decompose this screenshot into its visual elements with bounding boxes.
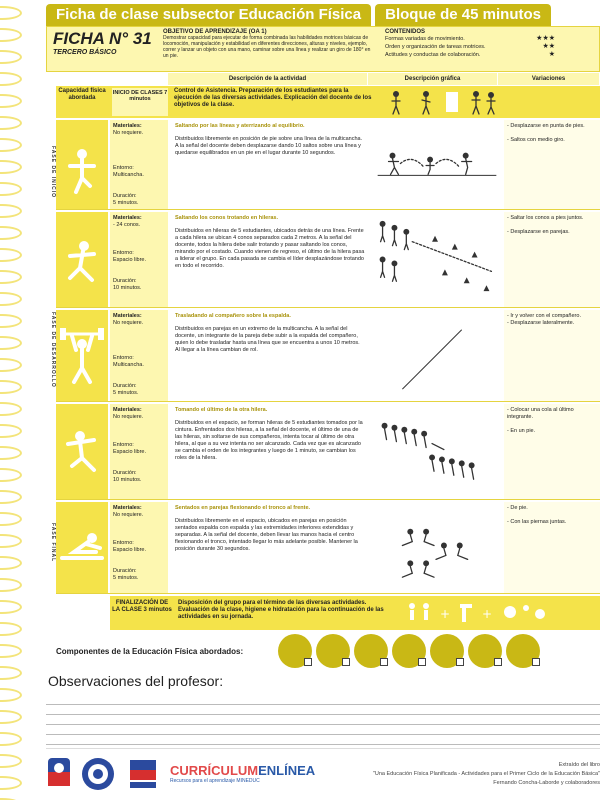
activity-graphic	[372, 502, 502, 593]
component-icon-2[interactable]	[316, 634, 350, 668]
description-cell	[170, 404, 370, 499]
variations-cell: - De pie. - Con las piernas juntas.	[504, 502, 600, 593]
contenido-item: Orden y organización de tareas motrices. ★★	[385, 43, 555, 50]
intro-figures-icon	[386, 88, 506, 116]
spiral-loop	[0, 160, 22, 174]
spiral-loop	[0, 600, 22, 614]
component-icon-7[interactable]	[506, 634, 540, 668]
activity-text: Distribuidos en parejas en un extremo de la multicancha. A la señal del docente, un integrante de la pareja debe subir a la espalda del compañero, quien lo debe trasladar hasta una línea que se encuentra a unos 10 metros. Al llegar a la línea cambian de rol.	[175, 326, 360, 353]
description-cell	[170, 310, 370, 401]
materials-cell: Materiales: No requiere. Entorno: Espacio libre. Duración: 10 minutos.	[110, 404, 168, 499]
col-descripcion: Descripción de la actividad	[168, 73, 368, 85]
header-block: Bloque de 45 minutos	[375, 4, 551, 26]
objetivo	[159, 27, 381, 71]
source-text: Extraído del libro "Una Educación Física Planificada - Actividades para el Primer Ciclo de la Educación Básica" Fernando Concha-Laborde y colaboradores	[372, 762, 600, 786]
spiral-loop	[0, 534, 22, 548]
description-cell	[170, 120, 370, 209]
ficha-info	[46, 26, 600, 72]
activity-title: Sentados en parejas flexionando el tronco al frente.	[175, 505, 311, 511]
spiral-loop	[0, 512, 22, 526]
activity-text: Distribuidos libremente en el espacio, ubicados en parejas en posición sentados espalda con espalda y las extremidades inferiores extendidas y separadas. A la señal del docente, deben llevar las manos hacia el centro flexionando el tronco, intentado llegar lo más adelante posible. Mantener la posición durante 30 segundos.	[175, 518, 358, 552]
ficha-id	[47, 27, 159, 71]
activity-text: Distribuidos en hileras de 5 estudiantes, ubicados detrás de una línea. Frente a cada hilera se ubican 4 conos separados cada 2 metros. A la señal del docente, todos la hilera debe salir trotando y pasar saltando los conos, mirando por el costado. Cuando vienen de regreso, el último de la hilera pasa a liderar el grupo. En cada pasada se cambia el líder desplazándose trotando en todo el recorrido.	[175, 228, 365, 269]
balance-icon	[56, 120, 108, 209]
star-icon: ★	[548, 51, 555, 58]
component-icon-6[interactable]	[468, 634, 502, 668]
obs-line[interactable]	[46, 704, 600, 705]
finalizacion-row	[110, 596, 600, 630]
obs-line[interactable]	[46, 714, 600, 715]
hygiene-icons	[400, 598, 590, 628]
star-icon: ★★★	[536, 35, 555, 42]
intro-row	[56, 86, 600, 118]
spiral-loop	[0, 688, 22, 702]
variations-cell: - Ir y volver con el compañero. - Desplazarse lateralmente.	[504, 310, 600, 401]
observaciones-title: Observaciones del profesor:	[48, 673, 224, 689]
spiral-loop	[0, 116, 22, 130]
phase-inicio: FASE DE INICIO	[50, 145, 56, 199]
component-icon-4[interactable]	[392, 634, 426, 668]
spiral-loop	[0, 490, 22, 504]
activity-graphic	[372, 404, 502, 499]
activity-row	[56, 310, 600, 402]
spiral-loop	[0, 292, 22, 306]
materials-cell: Materiales: No requiere. Entorno: Espacio libre. Duración: 5 minutos.	[110, 502, 168, 593]
spiral-loop	[0, 314, 22, 328]
intro-text: Control de Asistencia. Preparación de los estudiantes para la ejecución de las diversas actividades. Explicación del docente de los objetivos de la clase.	[174, 88, 372, 108]
inicio-label: INICIO DE CLASES 7 minutos	[112, 88, 168, 116]
spiral-loop	[0, 270, 22, 284]
spiral-loop	[0, 6, 22, 20]
spiral-loop	[0, 226, 22, 240]
curriculum-a: CURRÍCULUM	[170, 762, 259, 778]
spiral-loop	[0, 72, 22, 86]
variations-cell: - Colocar una cola al último integrante. - En un pie.	[504, 404, 600, 499]
spiral-loop	[0, 380, 22, 394]
star-icon: ★★	[542, 43, 555, 50]
materials-cell: Materiales: - 24 conos. Entorno: Espacio libre. Duración: 10 minutos.	[110, 212, 168, 307]
spiral-loop	[0, 666, 22, 680]
spiral-loop	[0, 578, 22, 592]
spiral-loop	[0, 424, 22, 438]
activity-title: Saltando los conos trotando en hileras.	[175, 215, 278, 221]
activity-graphic	[372, 212, 502, 307]
variations-cell: - Saltar los conos a pies juntos. - Desplazarse en parejas.	[504, 212, 600, 307]
obs-line[interactable]	[46, 744, 600, 745]
col-grafica: Descripción gráfica	[368, 73, 498, 85]
finalizacion-text: Disposición del grupo para el término de las diversas actividades. Evaluación de la clase, higiene e hidratación para la continuación de las actividades en su jornada.	[178, 600, 384, 620]
component-icon-3[interactable]	[354, 634, 388, 668]
contenido-item: Actitudes y conductas de colaboración. ★	[385, 51, 555, 58]
activity-text: Distribuidos en el espacio, se forman hileras de 5 estudiantes tomados por la cintura. Enfrentados dos hileras, a la señal del docente, el último de una de las hileras, sin soltarse de sus compañeros, intenta tocar al último de otra hilera, al que a su vez intenta no ser alcanzado. Cada vez que es alcanzado se cambia el orden de los integrantes y luego de 1 minuto, se cambian los roles de la hilera.	[175, 420, 363, 461]
svg-text:+: +	[482, 607, 493, 621]
finalizacion-label: FINALIZACIÓN DE LA CLASE 3 minutos	[112, 600, 172, 613]
footer	[46, 748, 600, 798]
spiral-loop	[0, 732, 22, 746]
header-bar	[46, 4, 551, 26]
activity-text: Distribuidos libremente en posición de pie sobre una línea de la multicancha. A la señal del docente deben desplazarse dando 10 saltos sobre una línea y quedarse equilibrados en un pie en el lugar durante 10 segundos.	[175, 136, 363, 156]
spiral-loop	[0, 50, 22, 64]
activity-graphic	[372, 310, 502, 401]
running-icon	[56, 212, 108, 307]
spiral-loop	[0, 28, 22, 42]
component-icon-5[interactable]	[430, 634, 464, 668]
obs-line[interactable]	[46, 724, 600, 725]
activity-graphic	[372, 120, 502, 209]
activity-title: Trasladando al compañero sobre la espalda.	[175, 313, 291, 319]
activity-row	[56, 120, 600, 210]
spiral-loop	[0, 358, 22, 372]
activity-title: Saltando por las líneas y aterrizando al equilibrio.	[175, 123, 305, 129]
curriculum-sub: Recursos para el aprendizaje MINEDUC	[170, 777, 260, 784]
activity-row	[56, 404, 600, 500]
spiral-loop	[0, 248, 22, 262]
spiral-binding	[0, 0, 30, 800]
activity-title: Tomando el último de la otra hilera.	[175, 407, 268, 413]
spiral-loop	[0, 182, 22, 196]
description-cell	[170, 212, 370, 307]
components-section	[46, 632, 600, 670]
components-label: Componentes de la Educación Física abordados:	[56, 646, 244, 656]
objetivo-title: OBJETIVO DE APRENDIZAJE (OA 1)	[163, 29, 267, 35]
spiral-loop	[0, 204, 22, 218]
spiral-loop	[0, 644, 22, 658]
materials-cell: Materiales: No requiere. Entorno: Multicancha. Duración: 5 minutos.	[110, 310, 168, 401]
spiral-loop	[0, 402, 22, 416]
obs-line[interactable]	[46, 734, 600, 735]
contenidos-title: CONTENIDOS	[385, 29, 426, 35]
ministry-seal-icon	[46, 756, 72, 792]
spiral-loop	[0, 754, 22, 768]
curriculum-logo	[170, 764, 315, 784]
objetivo-text: Demostrar capacidad para ejecutar de forma combinada las habilidades motrices básicas de locomoción, manipulación y estabilidad en diferentes direcciones, alturas y niveles, ejemplo, correr y lanzar un objeto con una mano, caminar sobre una línea y realizar un giro de 180° en un pie.	[163, 35, 371, 59]
curriculum-b: ENLÍNEA	[258, 762, 316, 778]
phase-desarrollo: FASE DE DESARROLLO	[50, 312, 56, 388]
column-headers	[168, 73, 600, 85]
government-logo-icon	[128, 756, 158, 792]
spiral-loop	[0, 138, 22, 152]
ficha-number: FICHA N° 31	[53, 29, 152, 48]
spiral-loop	[0, 776, 22, 790]
activity-row	[56, 502, 600, 594]
stretching-icon	[56, 502, 108, 593]
ficha-grade: TERCERO BÁSICO	[53, 49, 117, 56]
spiral-loop	[0, 710, 22, 724]
spiral-loop	[0, 622, 22, 636]
spiral-loop	[0, 556, 22, 570]
jumping-icon	[56, 404, 108, 499]
component-icon-1[interactable]	[278, 634, 312, 668]
contenidos	[381, 27, 599, 71]
spiral-loop	[0, 336, 22, 350]
spiral-loop	[0, 94, 22, 108]
variations-cell: - Desplazarse en punta de pies. - Saltos con medio giro.	[504, 120, 600, 209]
contenido-item: Formas variadas de movimiento. ★★★	[385, 35, 555, 42]
sports-logo-icon	[80, 756, 116, 792]
description-cell	[170, 502, 370, 593]
header-title: Ficha de clase subsector Educación Física	[46, 4, 371, 26]
svg-text:+: +	[440, 607, 451, 621]
col-variaciones: Variaciones	[498, 73, 600, 85]
materials-cell: Materiales: No requiere. Entorno: Multicancha. Duración: 5 minutos.	[110, 120, 168, 209]
phase-final: FASE FINAL	[50, 523, 56, 563]
spiral-loop	[0, 446, 22, 460]
spiral-loop	[0, 468, 22, 482]
activity-row	[56, 212, 600, 308]
component-icons	[278, 634, 540, 668]
weightlifting-icon	[56, 310, 108, 401]
capacidad-label: Capacidad física abordada	[58, 88, 106, 101]
